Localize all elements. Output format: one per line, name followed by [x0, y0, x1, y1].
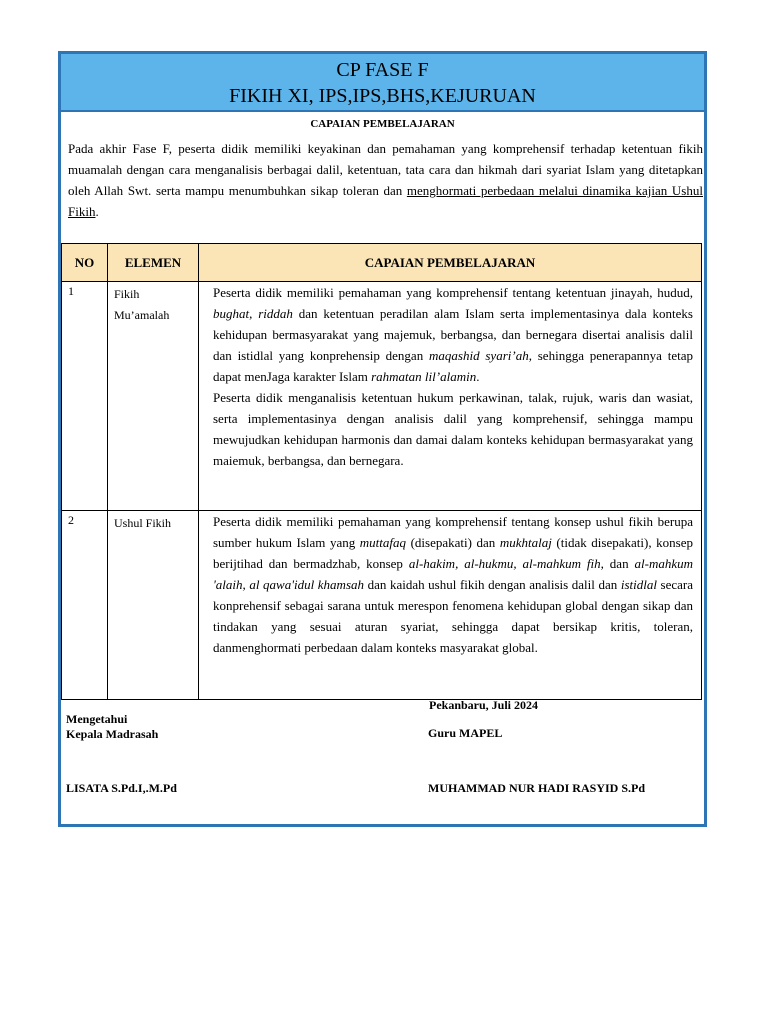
table-header-row — [62, 244, 702, 282]
row-no: 1 — [62, 282, 108, 511]
row-capaian — [199, 511, 702, 700]
capaian-paragraph: Peserta didik menganalisis ketentuan hukum perkawinan, talak, rujuk, waris dan wasiat, serta implementasinya dengan analisis dalil yang komprehensif, sehingga mampu mewujudkan kehidupan harmonis dan damai dalam konteks kehidupan bermasyarakat yang maiemuk, berbangsa, dan bernegara. — [213, 390, 693, 468]
intro-paragraph — [68, 138, 703, 222]
right-signer-name: MUHAMMAD NUR HADI RASYID S.Pd — [428, 781, 645, 795]
text-span: , — [249, 306, 259, 321]
title-header — [61, 54, 704, 112]
intro-text: Pada akhir Fase F, peserta didik memiliki keyakinan dan pemahaman yang komprehensif terhadap ketentuan fikih muamalah dengan cara menganalisis berbagai dalil, ketentuan, tata cara dan hikmah dari syariat Islam yang ditetapkan oleh Allah Swt. serta mampu menumbuhkan sikap toleran dan — [68, 141, 703, 198]
italic-term: muttafaq — [359, 535, 407, 550]
title-line-2: FIKIH XI, IPS,IPS,BHS,KEJURUAN — [229, 85, 536, 107]
text-span: Peserta didik memiliki pemahaman yang komprehensif tentang konsep ushul fikih berupa sumber hukum Islam yang — [213, 514, 693, 550]
table-row — [62, 282, 702, 511]
text-span: (tidak disepakati), konsep berijtihad dan bermadzhab, konsep — [213, 535, 693, 571]
section-title: CAPAIAN PEMBELAJARAN — [310, 118, 455, 130]
document-frame — [58, 51, 707, 827]
italic-term: bughat — [213, 306, 250, 321]
intro-underlined-text: menghormati perbedaan melalui dinamika kajian Ushul Fikih — [68, 183, 703, 219]
kepala-madrasah-label: Kepala Madrasah — [66, 727, 159, 741]
table-row — [62, 511, 702, 700]
text-span: (disepakati) dan — [406, 535, 500, 550]
capaian-paragraph — [213, 511, 693, 658]
italic-term: mukhtalaj — [499, 535, 552, 550]
elemen-line: Mu’amalah — [114, 308, 170, 322]
text-span: secara konprehensif sebagai sarana untuk merespon fenomena kehidupan global dengan sikap dan tindakan yang sesuai aturan syariat, sehingga dapat bersikap kritis, toleran, danmenghormati perbedaan dalam konteks masyarakat global. — [213, 577, 694, 655]
italic-term: rahmatan lil’alamin — [371, 369, 477, 384]
header-capaian: CAPAIAN PEMBELAJARAN — [199, 244, 702, 282]
text-span: . — [476, 369, 480, 384]
italic-term: al-hakim, al-hukmu, al-mahkum fih, — [408, 556, 604, 571]
header-elemen: ELEMEN — [108, 244, 199, 282]
text-span: dan ketentuan peradilan alam Islam serta implementasinya dala konteks kehidupan bermasyarakat yang majemuk, berbangsa, dan bernegara disertai analisis dalil dan istidlal yang konprehensip dengan — [213, 306, 693, 363]
elemen-line: Ushul Fikih — [114, 516, 172, 530]
capaian-table — [61, 243, 702, 700]
italic-term: maqashid syari’ah — [429, 348, 529, 363]
capaian-paragraph — [213, 282, 693, 387]
intro-end: . — [95, 204, 99, 219]
italic-term: istidlal — [620, 577, 657, 592]
row-elemen — [108, 511, 199, 700]
text-span: dan — [603, 556, 635, 571]
text-span: , sehingga penerapannya tetap dapat menJaga karakter Islam — [213, 348, 694, 384]
text-span: Peserta didik memiliki pemahaman yang komprehensif tentang ketentuan jinayah, hudud, — [213, 285, 693, 300]
left-signature-label — [66, 712, 158, 742]
italic-term: riddah — [258, 306, 293, 321]
title-line-1: CP FASE F — [336, 59, 429, 81]
row-capaian — [199, 282, 702, 511]
left-signer-name: LISATA S.Pd.I,.M.Pd — [66, 781, 177, 795]
italic-term: al-mahkum 'alaih, al qawa'idul khamsah — [213, 556, 693, 592]
guru-mapel-label: Guru MAPEL — [428, 726, 503, 740]
place-date: Pekanbaru, Juli 2024 — [429, 698, 539, 712]
text-span: dan kaidah ushul fikih dengan analisis dalil dan — [364, 577, 621, 592]
row-no: 2 — [62, 511, 108, 700]
header-no: NO — [62, 244, 108, 282]
elemen-line: Fikih — [114, 287, 140, 301]
row-elemen — [108, 282, 199, 511]
mengetahui-label: Mengetahui — [66, 712, 128, 726]
